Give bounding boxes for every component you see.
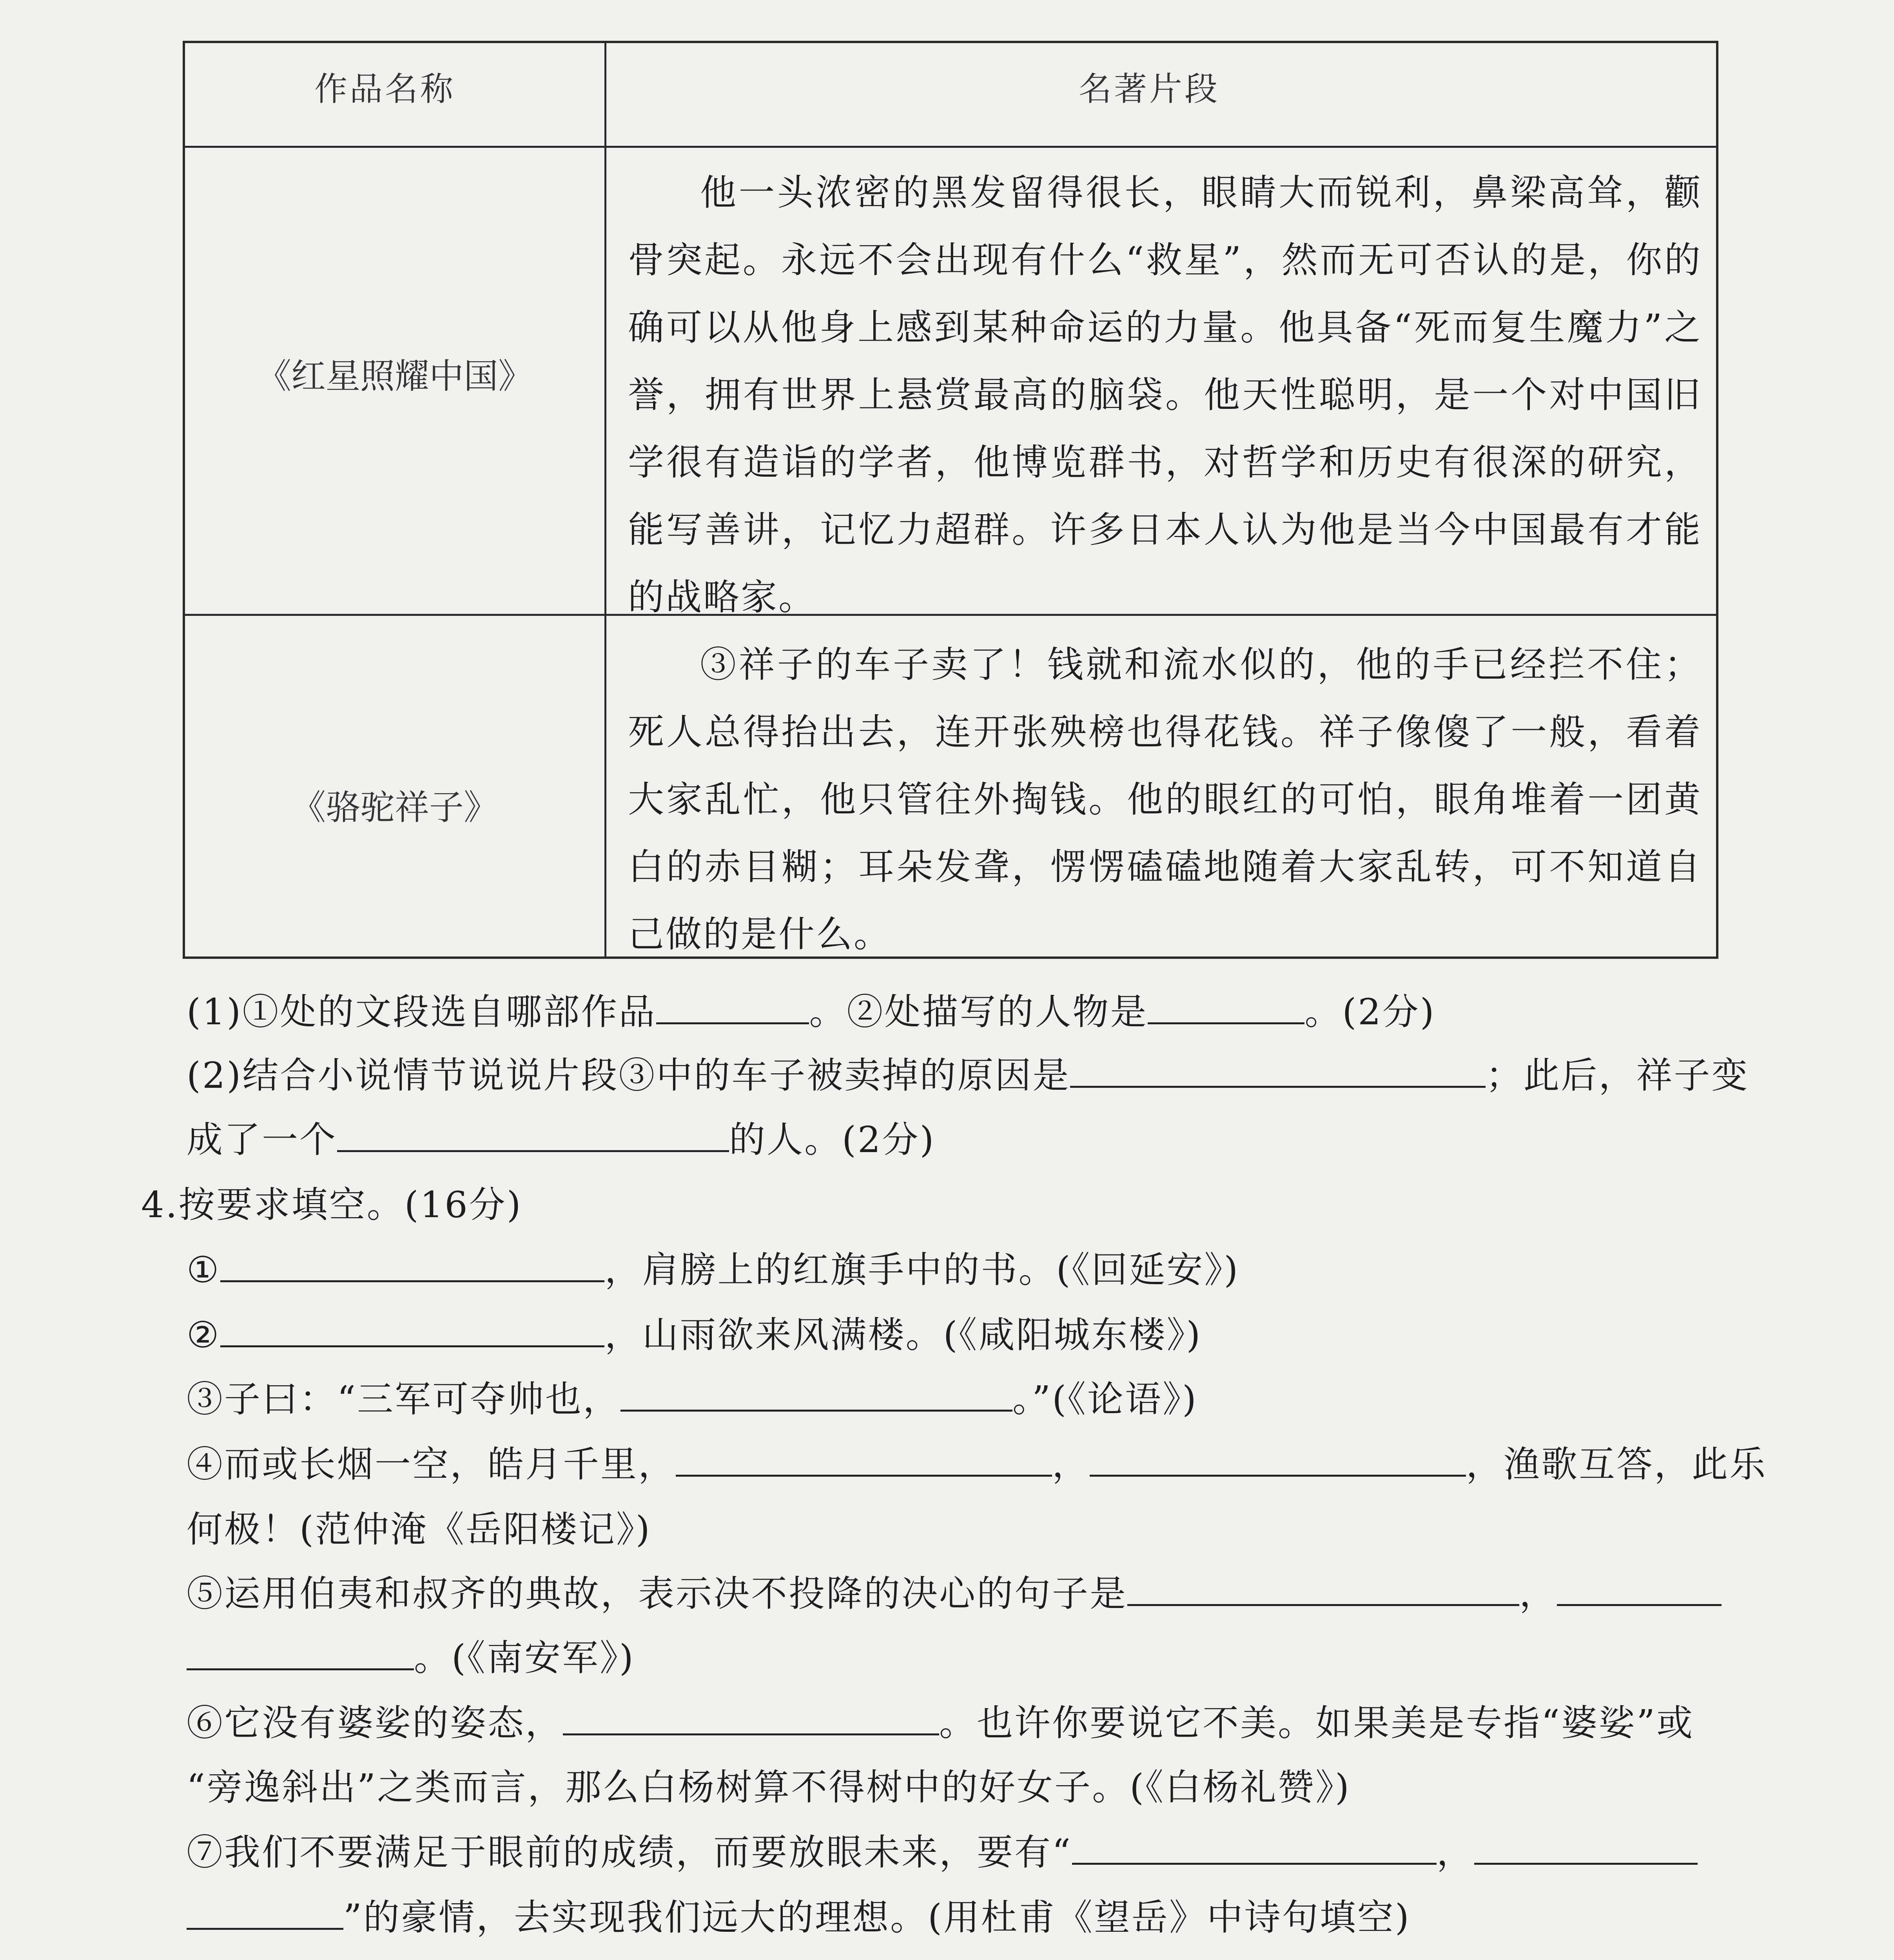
excerpt-red-star: 他一头浓密的黑发留得很长，眼睛大而锐利，鼻梁高耸，颧骨突起。永远不会出现有什么“救星”，然而无可否认的是，你的确可以从他身上感到某种命运的力量。他具备“死而复生魔力”之誉，拥有世界上悬赏最高的脑袋。他天性聪明，是一个对中国旧学很有造诣的学者，他博览群书，对哲学和历史有很深的研究，能写善讲，记忆力超群。许多日本人认为他是当今中国最有才能的战略家。 [628,172,1702,618]
q4-item6-cont: “旁逸斜出”之类而言，那么白杨树算不得树中的好女子。(《白杨礼赞》) [187,1766,1351,1808]
answer-blank[interactable] [1474,1835,1698,1865]
answer-blank[interactable] [676,1447,1052,1477]
table-divider-vertical [604,43,606,956]
answer-blank[interactable] [1127,1577,1519,1606]
q4-item7-cont: ”的豪情，去实现我们远大的理想。(用杜甫《望岳》中诗句填空) [187,1889,1411,1940]
header-excerpt: 名著片段 [1079,70,1220,108]
header-work-name: 作品名称 [314,70,456,108]
q4-item4-cont: 何极！(范仲淹《岳阳楼记》) [187,1508,651,1550]
answer-blank[interactable] [1070,1058,1486,1088]
answer-blank[interactable] [220,1253,604,1282]
answer-blank[interactable] [187,1641,414,1670]
excerpt-camel-xiangzi: ③祥子的车子卖了！钱就和流水似的，他的手已经拦不住；死人总得抬出去，连开张殃榜也得花钱。祥子像傻了一般，看着大家乱忙，他只管往外掏钱。他的眼红的可怕，眼角堆着一团黄白的赤目糊；耳朵发聋，愣愣磕磕地随着大家乱转，可不知道自己做的是什么。 [628,644,1702,955]
q4-item3: ③子曰：“三军可夺帅也， 。”(《论语》) [187,1378,1198,1420]
q4-item6: ⑥它没有婆娑的姿态， 。也许你要说它不美。如果美是专指“婆娑”或 [187,1702,1694,1744]
q4-item1: ① ，肩膀上的红旗手中的书。(《回延安》) [187,1249,1240,1291]
answer-blank[interactable] [620,1382,1012,1412]
q4-item5: ⑤运用伯夷和叔齐的典故，表示决不投降的决心的句子是 ， [187,1565,1722,1617]
q4-item7: ⑦我们不要满足于眼前的成绩，而要放眼未来，要有“ ， [187,1824,1698,1875]
q4-item4: ④而或长烟一空，皓月千里， ， ，渔歌互答，此乐 [187,1443,1767,1485]
work-title-camel-xiangzi: 《骆驼祥子》 [291,787,498,828]
answer-blank[interactable] [1557,1577,1722,1606]
answer-blank[interactable] [1148,995,1304,1024]
answer-blank[interactable] [1090,1447,1466,1477]
q4-item2: ② ，山雨欲来风满楼。(《咸阳城东楼》) [187,1314,1202,1356]
q4-item5-cont: 。(《南安军》) [187,1629,635,1681]
table-divider-header [185,146,1716,148]
q3-sub1: (1)①处的文段选自哪部作品 。②处描写的人物是 。(2分) [187,991,1436,1033]
answer-blank[interactable] [656,995,809,1024]
answer-blank[interactable] [220,1318,604,1347]
q4-item8 [187,1953,1729,1960]
work-title-red-star: 《红星照耀中国》 [256,356,533,396]
answer-blank[interactable] [187,1900,343,1930]
q3-sub2: (2)结合小说情节说说片段③中的车子被卖掉的原因是 ；此后，祥子变 [187,1054,1749,1096]
answer-blank[interactable] [563,1706,939,1735]
answer-blank[interactable] [1072,1835,1437,1865]
answer-blank[interactable] [337,1123,729,1152]
q4-title: 4.按要求填空。(16分) [141,1184,522,1226]
excerpt-table [183,41,1718,959]
q3-sub2-cont: 成了一个 的人。(2分) [187,1119,936,1161]
